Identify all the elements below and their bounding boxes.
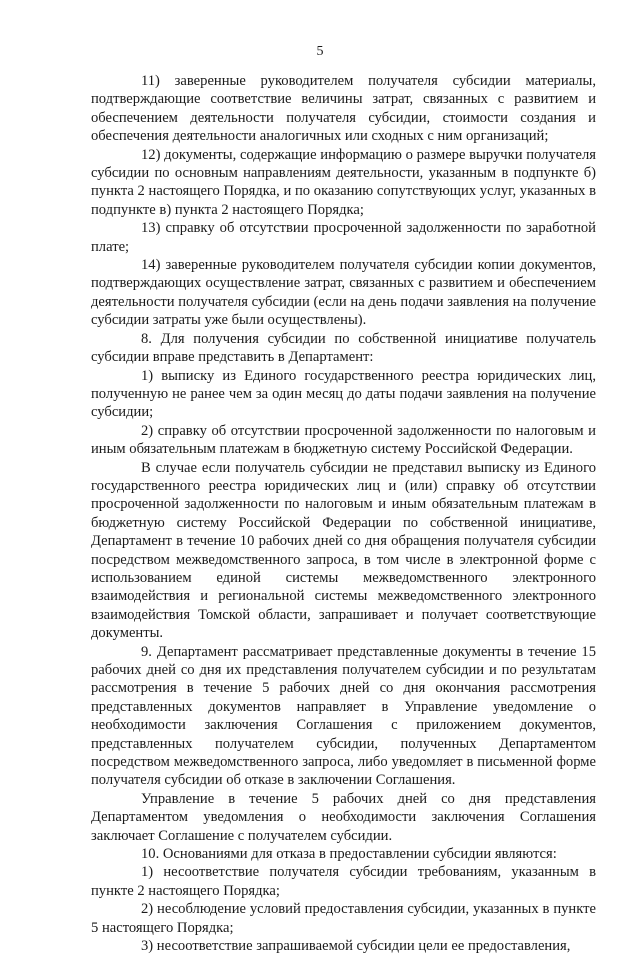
- paragraph-item-14: 14) заверенные руководителем получателя субсидии копии документов, подтверждающих осуществление затрат, связанных с развитием и обеспечением деятельности получателя субсидии (если на день подачи заявления на получение субсидии затраты уже были осуществлены).: [91, 257, 596, 329]
- paragraph-clause-9: 9. Департамент рассматривает представленные документы в течение 15 рабочих дней со дня их представления получателем субсидии и по результатам рассмотрения в течение 5 рабочих дней со дня окончания рассмотрения представленных документов направляет в Управление уведомление о необходимости заключения Соглашения с приложением документов, представленных получателем субсидии, полученных Департаментом посредством межведомственного запроса, либо уведомляет в письменной форме получателя субсидии об отказе в заключении Соглашения.: [91, 643, 596, 789]
- paragraph-clause-8-item-2: 2) справку об отсутствии просроченной задолженности по налоговым и иным обязательным платежам в бюджетную систему Российской Федерации.: [91, 422, 596, 458]
- paragraph-item-11: 11) заверенные руководителем получателя субсидии материалы, подтверждающие соответствие величины затрат, связанных с развитием и обеспечением деятельности получателя субсидии, стоимости создания и обеспечения деятельности аналогичных или сходных с ним организаций;: [91, 73, 596, 145]
- paragraph-clause-10-item-3: 3) несоответствие запрашиваемой субсидии цели ее предоставления,: [141, 938, 571, 955]
- paragraph-clause-8: 8. Для получения субсидии по собственной инициативе получатель субсидии вправе представить в Департамент:: [91, 330, 596, 366]
- paragraph-clause-10-item-2: 2) несоблюдение условий предоставления субсидии, указанных в пункте 5 настоящего Порядка;: [91, 901, 596, 936]
- paragraph-interdepartmental-request: В случае если получатель субсидии не представил выписку из Единого государственного реестра юридических лиц и (или) справку об отсутствии просроченной задолженности по налоговым и иным обязательным платежам в бюджетную систему Российской Федерации по собственной инициативе, Департамент в течение 10 рабочих дней со дня обращения получателя субсидии посредством межведомственного запроса, в том числе в электронной форме с использованием единой системы межведомственного электронного взаимодействия и региональной системы межведомственного электронного взаимодействия Томской области, запрашивает и получает соответствующие документы.: [91, 459, 596, 642]
- paragraph-clause-8-item-1: 1) выписку из Единого государственного реестра юридических лиц, полученную не ранее чем за один месяц до даты подачи заявления на получение субсидии;: [91, 367, 596, 421]
- paragraph-item-12: 12) документы, содержащие информацию о размере выручки получателя субсидии по основным направлениям деятельности, указанным в подпункте б) пункта 2 настоящего Порядка, и по оказанию сопутствующих услуг, указанных в подпункте в) пункта 2 настоящего Порядка;: [91, 146, 596, 218]
- paragraph-clause-10: 10. Основаниями для отказа в предоставлении субсидии являются:: [141, 846, 557, 863]
- paragraph-agreement: Управление в течение 5 рабочих дней со дня представления Департаментом уведомления о необходимости заключения Соглашения заключает Соглашение с получателем субсидии.: [91, 790, 596, 844]
- document-body: [91, 72, 596, 956]
- paragraph-clause-10-item-1: 1) несоответствие получателя субсидии требованиям, указанным в пункте 2 настоящего Порядка;: [91, 864, 596, 899]
- page-number: 5: [316, 44, 324, 59]
- paragraph-item-13: 13) справку об отсутствии просроченной задолженности по заработной плате;: [91, 220, 596, 255]
